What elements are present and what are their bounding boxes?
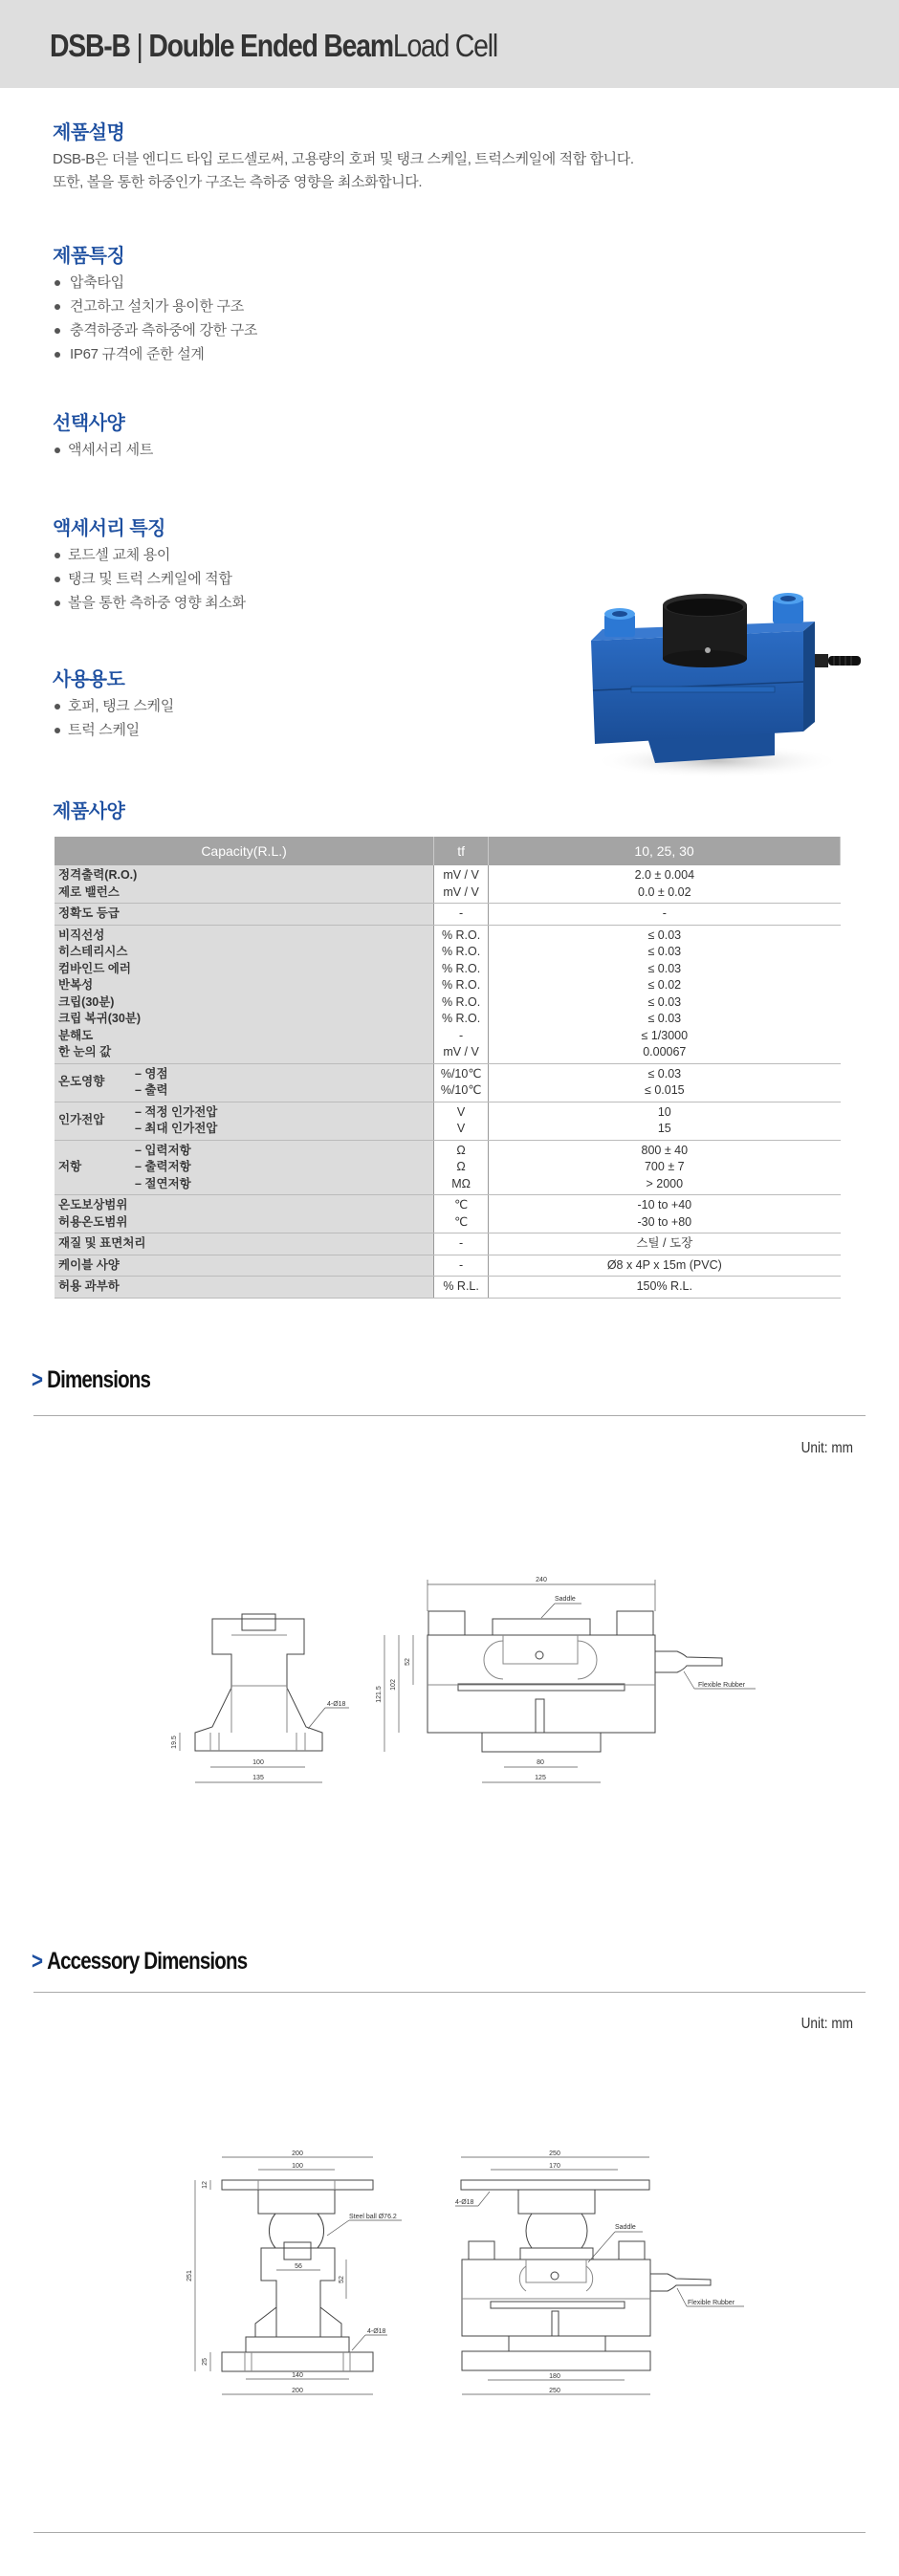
acc-dim-140: 140	[292, 2372, 303, 2379]
spec-unit-line: -	[459, 906, 464, 920]
spec-unit-line: % R.O.	[441, 945, 481, 958]
acc-dim-200-top: 200	[292, 2150, 303, 2157]
spec-sub-label	[133, 1102, 434, 1140]
flexible-rubber-label: Flexible Rubber	[698, 1682, 746, 1689]
features-section	[53, 244, 257, 366]
spec-unit-line: Ω	[456, 1143, 466, 1157]
spec-row	[55, 925, 841, 1063]
accessory-features-title: 액세서리 특징	[53, 518, 165, 539]
description-text	[53, 147, 634, 194]
acc-dim-25: 25	[202, 2358, 208, 2366]
spec-unit-line: % R.O.	[441, 928, 481, 942]
spec-value-line: -	[662, 906, 667, 920]
spec-row	[55, 1140, 841, 1195]
spec-label	[55, 904, 434, 926]
spec-sub-label-line: – 출력저항	[135, 1160, 191, 1173]
spec-group-label: 인가전압	[55, 1102, 133, 1140]
acc-saddle-label: Saddle	[615, 2224, 636, 2231]
dimensions-title: Dimensions	[47, 1366, 151, 1393]
dim-102: 102	[390, 1679, 397, 1691]
spec-row	[55, 904, 841, 926]
features-list	[53, 271, 257, 366]
spec-unit	[434, 1140, 489, 1195]
page-header	[0, 0, 899, 88]
spec-value-line: 스틸 / 도장	[636, 1236, 693, 1250]
spec-value-line: 800 ± 40	[641, 1143, 689, 1157]
dim-125: 125	[535, 1775, 546, 1781]
spec-label-line: 허용온도범위	[58, 1214, 128, 1229]
spec-value	[489, 925, 841, 1063]
acc-dim-251: 251	[186, 2270, 193, 2281]
accessory-side-view	[163, 2132, 440, 2400]
accessory-features-list	[53, 543, 246, 615]
list-item: 트럭 스케일	[53, 718, 174, 742]
list-item: 호퍼, 탱크 스케일	[53, 694, 174, 718]
spec-value	[489, 1102, 841, 1140]
features-title: 제품특징	[53, 246, 125, 267]
acc-dim-200-bottom: 200	[292, 2388, 303, 2394]
spec-unit-line: % R.O.	[441, 994, 481, 1009]
spec-unit	[434, 1063, 489, 1102]
list-item: 충격하중과 측하중에 강한 구조	[53, 318, 257, 342]
spec-label-line: 케이블 사양	[58, 1257, 120, 1272]
spec-value-line: -10 to +40	[637, 1198, 692, 1212]
spec-value-line: 15	[657, 1122, 671, 1135]
spec-value-line: 700 ± 7	[644, 1160, 685, 1173]
accessory-features-section	[53, 516, 246, 615]
model-name: DSB-B	[50, 28, 130, 63]
spec-label-line: 제로 밸런스	[58, 884, 120, 899]
acc-dim-180: 180	[549, 2373, 560, 2380]
spec-unit-line: %/10℃	[440, 1066, 482, 1081]
spec-group-label: 온도영향	[55, 1063, 133, 1102]
spec-unit-line: % R.O.	[441, 961, 481, 975]
spec-value	[489, 865, 841, 904]
spec-label-line: 분해도	[58, 1028, 94, 1042]
acc-front-outline	[461, 2180, 711, 2370]
description-section	[53, 120, 634, 194]
spec-unit-line: % R.L.	[443, 1279, 479, 1293]
acc-dim-170: 170	[549, 2163, 560, 2170]
spec-value-line: ≤ 0.03	[647, 928, 682, 942]
spec-unit-line: V	[456, 1122, 466, 1135]
spec-unit	[434, 1277, 489, 1299]
spec-value-line: ≤ 1/3000	[641, 1028, 689, 1042]
spec-unit-line: Ω	[456, 1160, 466, 1173]
accessory-dimensions-heading	[32, 1947, 247, 1976]
dim-135: 135	[252, 1775, 264, 1781]
accessory-dimensions-unit: Unit: mm	[800, 2016, 853, 2032]
spec-label-line: 컴바인드 에러	[58, 961, 131, 975]
acc-dim-250-bottom: 250	[549, 2388, 560, 2394]
accessory-front-view	[440, 2132, 756, 2400]
list-item: 압축타입	[53, 271, 257, 295]
spec-row	[55, 1195, 841, 1233]
list-item: 액세서리 세트	[53, 438, 153, 462]
spec-header-row	[55, 837, 841, 865]
product-image	[564, 574, 870, 784]
spec-value-line: -30 to +80	[637, 1214, 692, 1229]
spec-value	[489, 1195, 841, 1233]
spec-sub-label-line: – 영점	[135, 1066, 168, 1081]
acc-side-outline	[222, 2180, 373, 2371]
dim-19-5: 19.5	[171, 1736, 178, 1749]
spec-row	[55, 1255, 841, 1277]
accessory-dimensions-title: Accessory Dimensions	[47, 1948, 248, 1975]
spec-value-line: ≤ 0.03	[647, 1012, 682, 1025]
side-dim-lines	[180, 1708, 349, 1782]
capacity-header: Capacity(R.L.)	[55, 837, 434, 865]
saddle-label: Saddle	[555, 1596, 576, 1603]
acc-flexible-rubber-label: Flexible Rubber	[688, 2300, 735, 2306]
saddle-cup	[663, 594, 747, 667]
acc-dim-250-top: 250	[549, 2150, 560, 2157]
dim-100: 100	[252, 1759, 264, 1766]
spec-value	[489, 1063, 841, 1102]
cable	[815, 654, 861, 667]
spec-value-line: 0.00067	[643, 1045, 687, 1059]
spec-row	[55, 1277, 841, 1299]
acc-side-dim-lines	[195, 2157, 402, 2394]
spec-value-line: ≤ 0.03	[647, 961, 682, 975]
dimensions-unit: Unit: mm	[800, 1440, 853, 1456]
spec-value-line: > 2000	[646, 1176, 684, 1190]
spec-label-line: 한 눈의 값	[58, 1045, 112, 1059]
spec-sub-label	[133, 1140, 434, 1195]
list-item: 견고하고 설치가 용이한 구조	[53, 295, 257, 318]
spec-unit-line: % R.O.	[441, 1012, 481, 1025]
chevron-right-icon: >	[32, 1948, 43, 1975]
description-line: 또한, 볼을 통한 하중인가 구조는 측하중 영향을 최소화합니다.	[53, 174, 423, 190]
spec-label-line: 반복성	[58, 978, 94, 992]
spec-value-line: Ø8 x 4P x 15m (PVC)	[606, 1257, 722, 1272]
steel-ball-label: Steel ball Ø76.2	[349, 2214, 397, 2220]
list-item: 볼을 통한 측하중 영향 최소화	[53, 591, 246, 615]
spec-sub-label	[133, 1063, 434, 1102]
spec-table	[55, 837, 841, 1299]
spec-sub-label-line: – 입력저항	[135, 1143, 191, 1157]
spec-label-line: 허용 과부하	[58, 1279, 120, 1293]
chevron-right-icon: >	[32, 1366, 43, 1393]
acc-dim-12: 12	[202, 2181, 208, 2189]
spec-value-line: ≤ 0.015	[644, 1083, 685, 1097]
spec-label	[55, 865, 434, 904]
spec-value-line: ≤ 0.03	[647, 945, 682, 958]
acc-holes-label: 4-Ø18	[367, 2328, 386, 2335]
spec-label-line: 정확도 등급	[58, 906, 120, 920]
spec-row	[55, 865, 841, 904]
acc-dim-100: 100	[292, 2163, 303, 2170]
spec-value	[489, 1140, 841, 1195]
spec-unit	[434, 925, 489, 1063]
spec-sub-label-line: – 적정 인가전압	[135, 1104, 218, 1119]
specs-section	[53, 799, 124, 824]
spec-unit	[434, 1102, 489, 1140]
options-section	[53, 411, 153, 462]
spec-sub-label-line: – 절연저항	[135, 1176, 191, 1190]
spec-row	[55, 1233, 841, 1255]
divider	[33, 1415, 866, 1416]
spec-unit	[434, 1255, 489, 1277]
spec-label-line: 온도보상범위	[58, 1198, 128, 1212]
spec-value	[489, 1233, 841, 1255]
unit-header: tf	[434, 837, 489, 865]
spec-label-line: 정격출력(R.O.)	[58, 868, 138, 882]
spec-sub-label-line: – 출력	[135, 1083, 168, 1097]
spec-value-line: ≤ 0.03	[647, 994, 682, 1009]
spec-value-line: ≤ 0.03	[647, 1066, 682, 1081]
value-header: 10, 25, 30	[489, 837, 841, 865]
spec-unit-line: V	[456, 1104, 466, 1119]
spec-row	[55, 1102, 841, 1140]
dim-121-5: 121.5	[376, 1686, 383, 1703]
spec-label-line: 비직선성	[58, 928, 105, 942]
dimension-side-view	[163, 1559, 402, 1798]
dim-52: 52	[405, 1658, 411, 1666]
spec-label	[55, 1255, 434, 1277]
divider	[33, 1992, 866, 1993]
applications-list	[53, 694, 174, 742]
product-type-bold: Double Ended Beam	[148, 28, 393, 63]
spec-unit-line: -	[459, 1028, 464, 1042]
description-line: DSB-B은 더블 엔디드 타입 로드셀로써, 고용량의 호퍼 및 탱크 스케일, 트럭스케일에 적합 합니다.	[53, 151, 634, 167]
spec-unit-line: ℃	[454, 1214, 469, 1229]
dim-80: 80	[537, 1759, 544, 1766]
acc-dim-52: 52	[339, 2276, 345, 2283]
applications-title: 사용용도	[53, 669, 125, 690]
spec-unit-line: -	[459, 1257, 464, 1272]
product-type-light: Load Cell	[392, 28, 497, 63]
spec-unit-line: mV / V	[443, 884, 479, 899]
list-item: 탱크 및 트럭 스케일에 적합	[53, 567, 246, 591]
spec-unit	[434, 1233, 489, 1255]
specs-title: 제품사양	[53, 801, 125, 822]
list-item: 로드셀 교체 용이	[53, 543, 246, 567]
spec-label	[55, 1195, 434, 1233]
title-separator: |	[129, 28, 149, 63]
spec-label	[55, 1277, 434, 1299]
product-title	[50, 27, 497, 65]
list-item: IP67 규격에 준한 설계	[53, 342, 257, 366]
description-title: 제품설명	[53, 122, 125, 143]
spec-value-line: ≤ 0.02	[647, 978, 682, 992]
spec-value	[489, 1277, 841, 1299]
dim-240: 240	[536, 1577, 547, 1583]
acc-front-holes-label: 4-Ø18	[455, 2199, 474, 2206]
applications-section	[53, 667, 174, 742]
spec-unit-line: mV / V	[443, 868, 479, 882]
spec-value-line: 0.0 ± 0.02	[638, 884, 691, 899]
spec-unit-line: -	[459, 1236, 464, 1250]
spec-unit-line: %/10℃	[440, 1083, 482, 1097]
spec-label-line: 크립 복귀(30분)	[58, 1012, 142, 1025]
dimensions-heading	[32, 1365, 150, 1394]
spec-label	[55, 1233, 434, 1255]
spec-unit	[434, 1195, 489, 1233]
spec-body	[55, 865, 841, 1298]
front-outline	[428, 1611, 722, 1752]
spec-unit-line: ℃	[454, 1198, 469, 1212]
footer-divider	[33, 2532, 866, 2533]
nut-left	[604, 608, 635, 637]
spec-unit-line: MΩ	[451, 1176, 471, 1190]
dim-holes: 4-Ø18	[327, 1701, 346, 1708]
spec-value	[489, 904, 841, 926]
spec-sub-label-line: – 최대 인가전압	[135, 1122, 218, 1135]
spec-value-line: 150% R.L.	[636, 1279, 692, 1293]
spec-unit-line: % R.O.	[441, 978, 481, 992]
dimension-front-view	[373, 1559, 775, 1798]
acc-dim-56: 56	[295, 2263, 302, 2270]
spec-unit	[434, 865, 489, 904]
nut-right	[773, 593, 803, 623]
spec-value	[489, 1255, 841, 1277]
spec-label-line: 크립(30분)	[58, 994, 115, 1009]
spec-group-label: 저항	[55, 1140, 133, 1195]
spec-label-line: 히스테리시스	[58, 945, 128, 958]
spec-row	[55, 1063, 841, 1102]
spec-value-line: 10	[657, 1104, 671, 1119]
spec-unit-line: mV / V	[443, 1045, 479, 1059]
side-outline	[195, 1614, 322, 1751]
spec-label-line: 재질 및 표면처리	[58, 1236, 146, 1250]
acc-front-dim-lines	[455, 2157, 744, 2394]
spec-label	[55, 925, 434, 1063]
options-title: 선택사양	[53, 413, 125, 434]
spec-value-line: 2.0 ± 0.004	[634, 868, 695, 882]
spec-unit	[434, 904, 489, 926]
options-list	[53, 438, 153, 462]
